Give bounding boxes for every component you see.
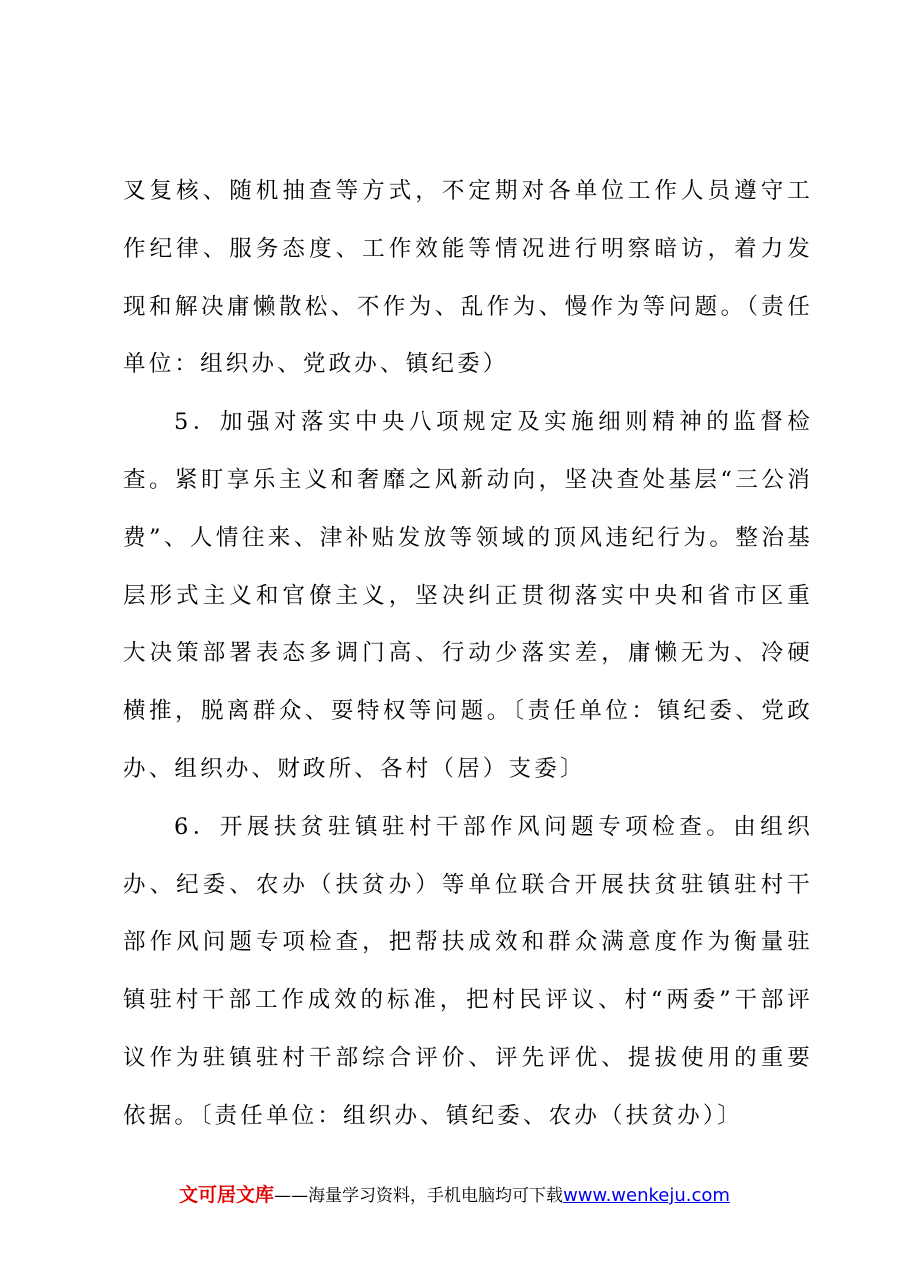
body-text <box>123 163 813 1146</box>
footer-site-link[interactable]: www.wenkeju.com <box>563 1185 730 1206</box>
paragraph-continuation: 叉复核、随机抽查等方式，不定期对各单位工作人员遵守工作纪律、服务态度、工作效能等情况进行明察暗访，着力发现和解决庸懒散松、不作为、乱作为、慢作为等问题。（责任单位：组织办、党政办、镇纪委） <box>123 178 813 378</box>
page-footer <box>0 1180 909 1211</box>
paragraph-item-5: 5．加强对落实中央八项规定及实施细则精神的监督检查。紧盯享乐主义和奢靡之风新动向，坚决查处基层“三公消费”、人情往来、津补贴发放等领域的顶风违纪行为。整治基层形式主义和官僚主义，坚决纠正贯彻落实中央和省市区重大决策部署表态多调门高、行动少落实差，庸懒无为、冷硬横推，脱离群众、耍特权等问题。〔责任单位：镇纪委、党政办、组织办、财政所、各村（居）支委〕 <box>123 409 813 782</box>
footer-tagline: ——海量学习资料，手机电脑均可下载 <box>274 1186 564 1206</box>
paragraph-item-6: 6．开展扶贫驻镇驻村干部作风问题专项检查。由组织办、纪委、农办（扶贫办）等单位联合开展扶贫驻镇驻村干部作风问题专项检查，把帮扶成效和群众满意度作为衡量驻镇驻村干部工作成效的标准，把村民评议、村“两委”干部评议作为驻镇驻村干部综合评价、评先评优、提拔使用的重要依据。〔责任单位：组织办、镇纪委、农办（扶贫办）〕 <box>123 813 813 1129</box>
footer-brand: 文可居文库 <box>179 1184 275 1206</box>
